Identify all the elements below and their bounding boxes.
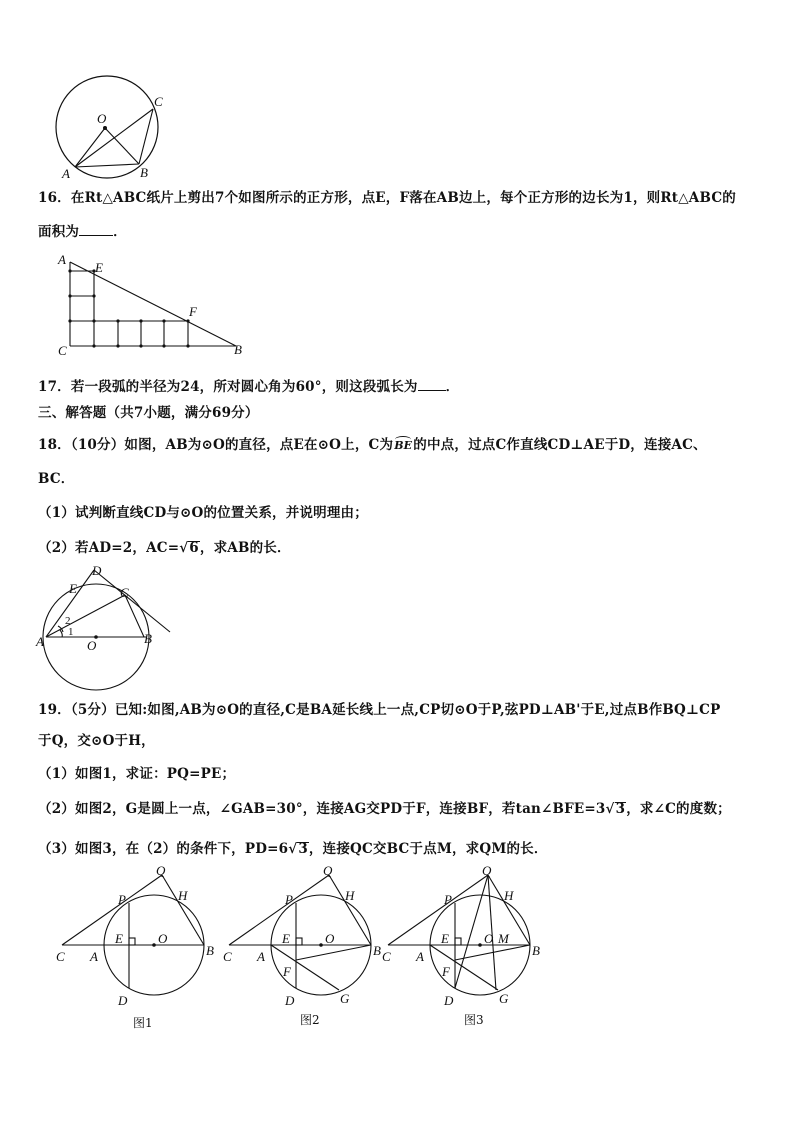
q19-part3-prefix: （3）如图3，在（2）的条件下，PD=6	[38, 841, 289, 857]
q18-line2: BC．	[38, 471, 75, 487]
q16-line2-prefix: 面积为	[38, 224, 80, 240]
label-h: H	[504, 888, 514, 903]
label-c: C	[154, 94, 163, 109]
q19-part2-prefix: （2）如图2，G是圆上一点，∠GAB=30°，连接AG交PD于F，连接BF，若tan∠BFE=3	[38, 801, 606, 817]
figure-3-caption: 图3	[464, 1013, 484, 1027]
label-a: A	[257, 949, 265, 964]
q19-figure-1	[52, 863, 224, 1016]
label-c: C	[223, 949, 232, 964]
sqrt-symbol: √	[605, 801, 615, 817]
label-p: P	[285, 892, 293, 907]
label-h: H	[345, 888, 355, 903]
label-a: A	[90, 949, 98, 964]
label-o: O	[87, 638, 97, 653]
q19-figure-2	[219, 863, 391, 1016]
label-g: G	[499, 991, 509, 1006]
q19-part1: （1）如图1，求证：PQ=PE；	[38, 766, 236, 782]
label-b: B	[532, 943, 540, 958]
q17-text-suffix: ．	[445, 379, 460, 395]
q19-line1: 19．（5分）已知:如图,AB为⊙O的直径,C是BA延长线上一点,CP切⊙O于P,弦PD⊥AB'于E,过点B作BQ⊥CP	[38, 702, 721, 718]
label-c: C	[120, 585, 129, 600]
figure-2-caption: 图2	[300, 1013, 320, 1027]
label-e: E	[282, 931, 290, 946]
q16-answer-blank	[79, 225, 113, 236]
q18-line1-a: 18．（10分）如图，AB为⊙O的直径，点E在⊙O上，C为	[38, 437, 394, 453]
label-a: A	[58, 252, 66, 267]
q18-part2-prefix: （2）若AD=2，AC=	[38, 540, 180, 556]
label-q: Q	[156, 863, 166, 878]
label-e: E	[441, 931, 449, 946]
q18-line1-b: 的中点，过点C作直线CD⊥AE于D，连接AC、	[413, 437, 707, 453]
label-b: B	[373, 943, 381, 958]
q15-figure	[50, 74, 180, 184]
label-e: E	[115, 931, 123, 946]
figure-1-caption: 图1	[133, 1016, 153, 1030]
q18-part2-suffix: ，求AB的长．	[199, 540, 291, 556]
section-heading: 三、解答题（共7小题，满分69分）	[38, 405, 259, 421]
label-o: O	[158, 931, 168, 946]
q18-arc-mark	[395, 436, 411, 443]
label-b: B	[140, 165, 148, 180]
label-m: M	[498, 931, 509, 946]
q19-part2-suffix: ，求∠C的度数；	[626, 801, 731, 817]
label-o: O	[325, 931, 335, 946]
q19-line2: 于Q，交⊙O于H，	[38, 733, 155, 749]
q19-figure-3	[378, 863, 550, 1016]
label-o: O	[484, 931, 494, 946]
label-p: P	[444, 892, 452, 907]
label-e: E	[69, 581, 77, 596]
label-g: G	[340, 991, 350, 1006]
q16-line2	[38, 220, 127, 240]
label-d: D	[92, 563, 102, 578]
q16-line1: 16．在Rt△ABC纸片上剪出7个如图所示的正方形，点E，F落在AB边上，每个正方形的边长为1，则Rt△ABC的	[38, 190, 736, 206]
label-d: D	[444, 993, 454, 1008]
label-f: F	[283, 964, 291, 979]
q17-answer-blank	[418, 380, 446, 391]
label-b: B	[234, 342, 242, 357]
label-c: C	[382, 949, 391, 964]
label-c: C	[58, 343, 67, 358]
label-d: D	[285, 993, 295, 1008]
label-f: F	[189, 304, 197, 319]
q17-text-prefix: 17．若一段弧的半径为24，所对圆心角为60°，则这段弧长为	[38, 379, 418, 395]
q16-figure	[54, 254, 254, 360]
label-d: D	[118, 993, 128, 1008]
q18-part2	[38, 536, 291, 556]
label-q: Q	[482, 863, 492, 878]
label-angle2: 2	[65, 615, 71, 627]
q19-part2	[38, 797, 731, 817]
q18-arc-label	[394, 439, 412, 452]
label-b: B	[206, 943, 214, 958]
q19-part3-root: 3	[298, 841, 308, 857]
label-h: H	[178, 888, 188, 903]
label-o: O	[97, 111, 107, 126]
sqrt-symbol: √	[179, 540, 189, 556]
label-a: A	[416, 949, 424, 964]
label-f: F	[442, 964, 450, 979]
label-a: A	[36, 634, 44, 649]
label-e: E	[95, 260, 103, 275]
q19-part3	[38, 837, 548, 857]
q18-part1: （1）试判断直线CD与⊙O的位置关系，并说明理由；	[38, 505, 368, 521]
label-b: B	[144, 631, 152, 646]
q18-figure	[36, 564, 176, 660]
label-a: A	[62, 166, 70, 181]
q16-line2-suffix: ．	[113, 224, 127, 240]
q18-arc-text: BE	[394, 439, 413, 452]
q19-part3-suffix: ，连接QC交BC于点M，求QM的长．	[308, 841, 548, 857]
q18-part2-root: 6	[189, 540, 199, 556]
q17-line	[38, 375, 459, 395]
q19-part2-root: 3	[615, 801, 626, 817]
label-angle1: 1	[68, 626, 74, 638]
sqrt-symbol: √	[288, 841, 298, 857]
label-c: C	[56, 949, 65, 964]
q18-line1	[38, 433, 707, 453]
label-p: P	[118, 892, 126, 907]
label-q: Q	[323, 863, 333, 878]
